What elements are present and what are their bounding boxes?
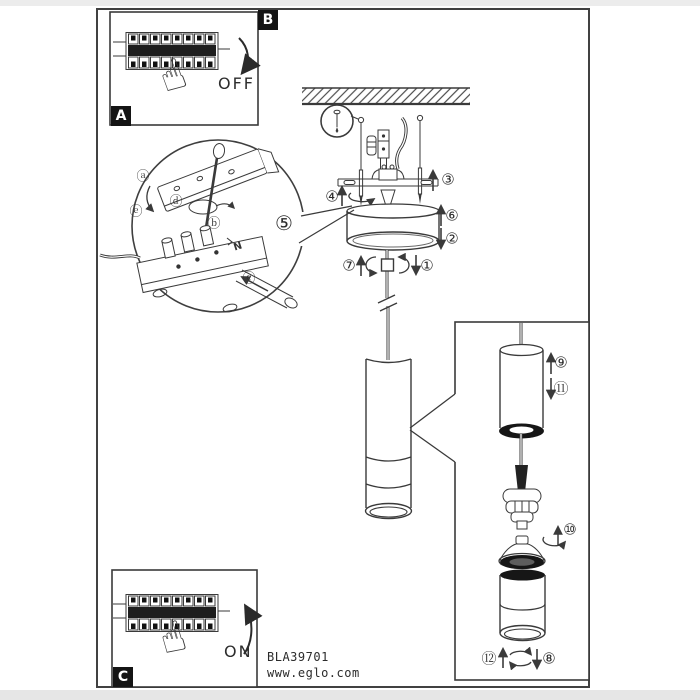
product-code: BLA39701 bbox=[267, 650, 329, 664]
callout-part-a: ⓐ bbox=[136, 169, 150, 185]
ceiling-hatch bbox=[302, 88, 470, 104]
callout-step-10: ⑩ bbox=[563, 520, 577, 539]
website-url: www.eglo.com bbox=[267, 666, 360, 680]
callout-step-11: ⑪ bbox=[553, 379, 569, 398]
on-caption: ON bbox=[224, 642, 253, 661]
callout-step-1: ① bbox=[420, 256, 434, 275]
wedge-gap bbox=[452, 394, 458, 462]
scan-edge-top bbox=[0, 0, 700, 6]
pointing-hand-icon: ☝ bbox=[153, 610, 192, 665]
neutral-terminal-label: N bbox=[232, 240, 244, 254]
callout-step-6: ⑥ bbox=[445, 206, 459, 225]
panel-b-label: B bbox=[258, 10, 278, 30]
callout-part-e: ⓔ bbox=[129, 204, 143, 220]
scan-edge-bottom bbox=[0, 690, 700, 700]
callout-part-d: ⓓ bbox=[169, 194, 183, 210]
detail-lower-shade bbox=[500, 570, 545, 641]
callout-step-8: ⑧ bbox=[542, 649, 556, 668]
callout-part-c: ⓒ bbox=[242, 271, 256, 287]
callout-step-7: ⑦ bbox=[342, 256, 356, 275]
ceiling-canopy bbox=[347, 204, 439, 250]
callout-step-3: ③ bbox=[441, 170, 455, 189]
wall-plug bbox=[367, 136, 376, 155]
callout-part-b: ⓑ bbox=[207, 216, 221, 232]
detail-cable-left bbox=[100, 255, 140, 258]
pendant-shade bbox=[366, 359, 412, 519]
callout-step-9: ⑨ bbox=[554, 353, 568, 372]
callout-step-5: ⑤ bbox=[275, 211, 293, 235]
off-caption: OFF bbox=[218, 74, 255, 93]
panel-c-label: C bbox=[113, 667, 133, 687]
callout-step-12: ⑫ bbox=[481, 649, 497, 668]
panel-a-label: A bbox=[111, 106, 131, 126]
callout-step-4: ④ bbox=[325, 187, 339, 206]
callout-step-2: ② bbox=[445, 229, 459, 248]
pointing-hand-icon: ☝ bbox=[152, 48, 194, 103]
